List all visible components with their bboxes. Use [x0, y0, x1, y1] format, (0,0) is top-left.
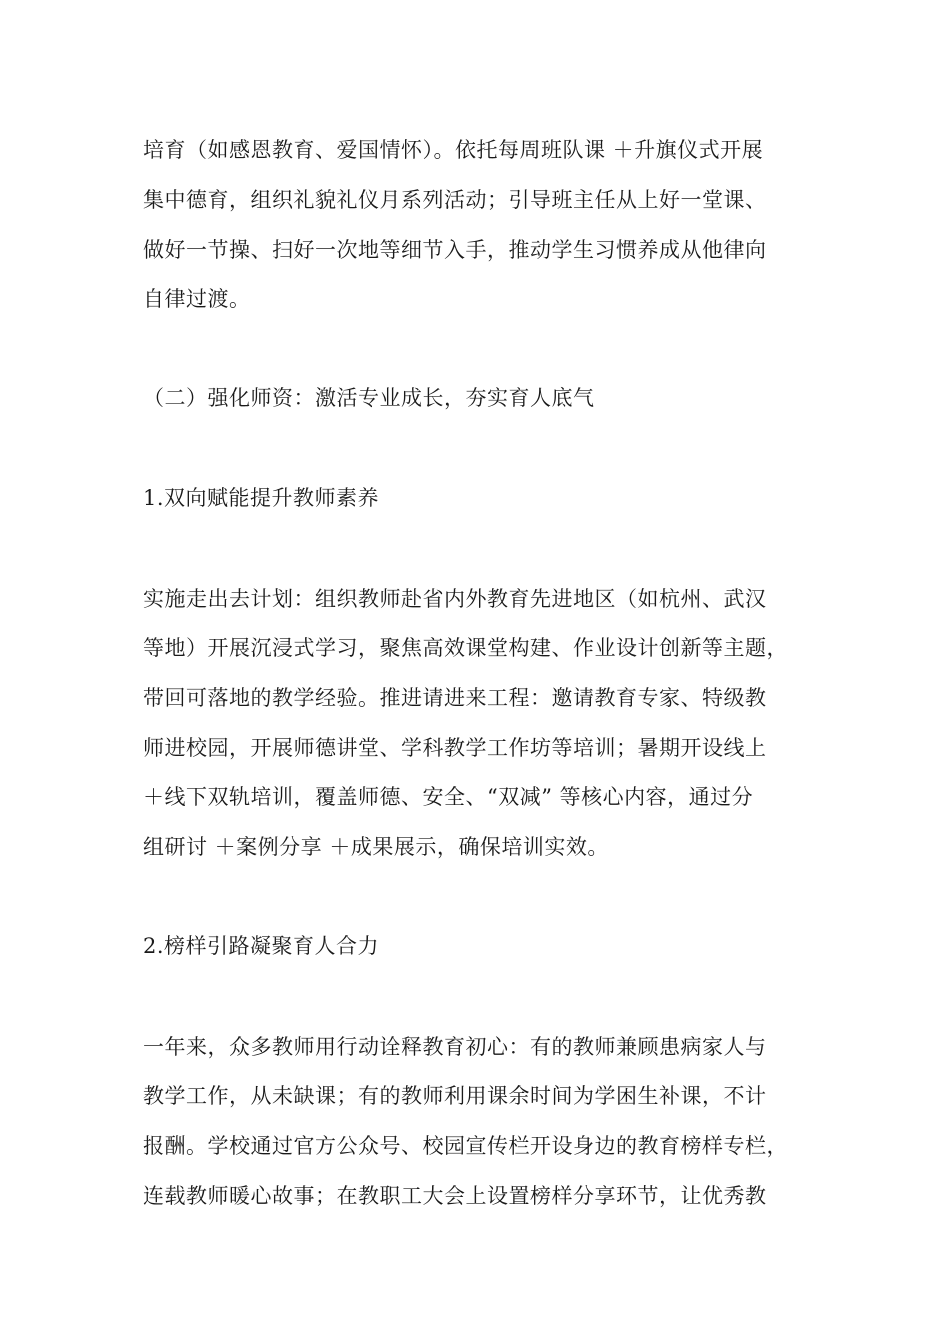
section-heading: （二）强化师资：激活专业成长，夯实育人底气: [143, 386, 595, 410]
text-line: 组研讨 ＋案例分享 ＋成果展示，确保培训实效。: [143, 835, 609, 859]
text-line: 一年来，众多教师用行动诠释教育初心：有的教师兼顾患病家人与: [143, 1035, 767, 1059]
text-line: 师进校园，开展师德讲堂、学科教学工作坊等培训；暑期开设线上: [143, 736, 767, 760]
subsection-heading: 2.榜样引路凝聚育人合力: [143, 934, 380, 958]
text-line: 带回可落地的教学经验。推进请进来工程：邀请教育专家、特级教: [143, 686, 767, 710]
text-line: 教学工作，从未缺课；有的教师利用课余时间为学困生补课，不计: [143, 1084, 767, 1108]
text-line: 集中德育，组织礼貌礼仪月系列活动；引导班主任从上好一堂课、: [143, 188, 767, 212]
text-line: 等地）开展沉浸式学习，聚焦高效课堂构建、作业设计创新等主题，: [143, 636, 788, 660]
text-line: 自律过渡。: [143, 287, 251, 311]
text-line: 报酬。学校通过官方公众号、校园宣传栏开设身边的教育榜样专栏，: [143, 1134, 788, 1158]
text-line: 实施走出去计划：组织教师赴省内外教育先进地区（如杭州、武汉: [143, 587, 767, 611]
subsection-heading: 1.双向赋能提升教师素养: [143, 486, 380, 510]
text-line: ＋线下双轨培训，覆盖师德、安全、“双减” 等核心内容，通过分: [143, 785, 754, 809]
text-line: 做好一节操、扫好一次地等细节入手，推动学生习惯养成从他律向: [143, 238, 767, 262]
text-line: 培育（如感恩教育、爱国情怀）。依托每周班队课 ＋升旗仪式开展: [143, 138, 764, 162]
text-line: 连载教师暖心故事；在教职工大会上设置榜样分享环节，让优秀教: [143, 1184, 767, 1208]
